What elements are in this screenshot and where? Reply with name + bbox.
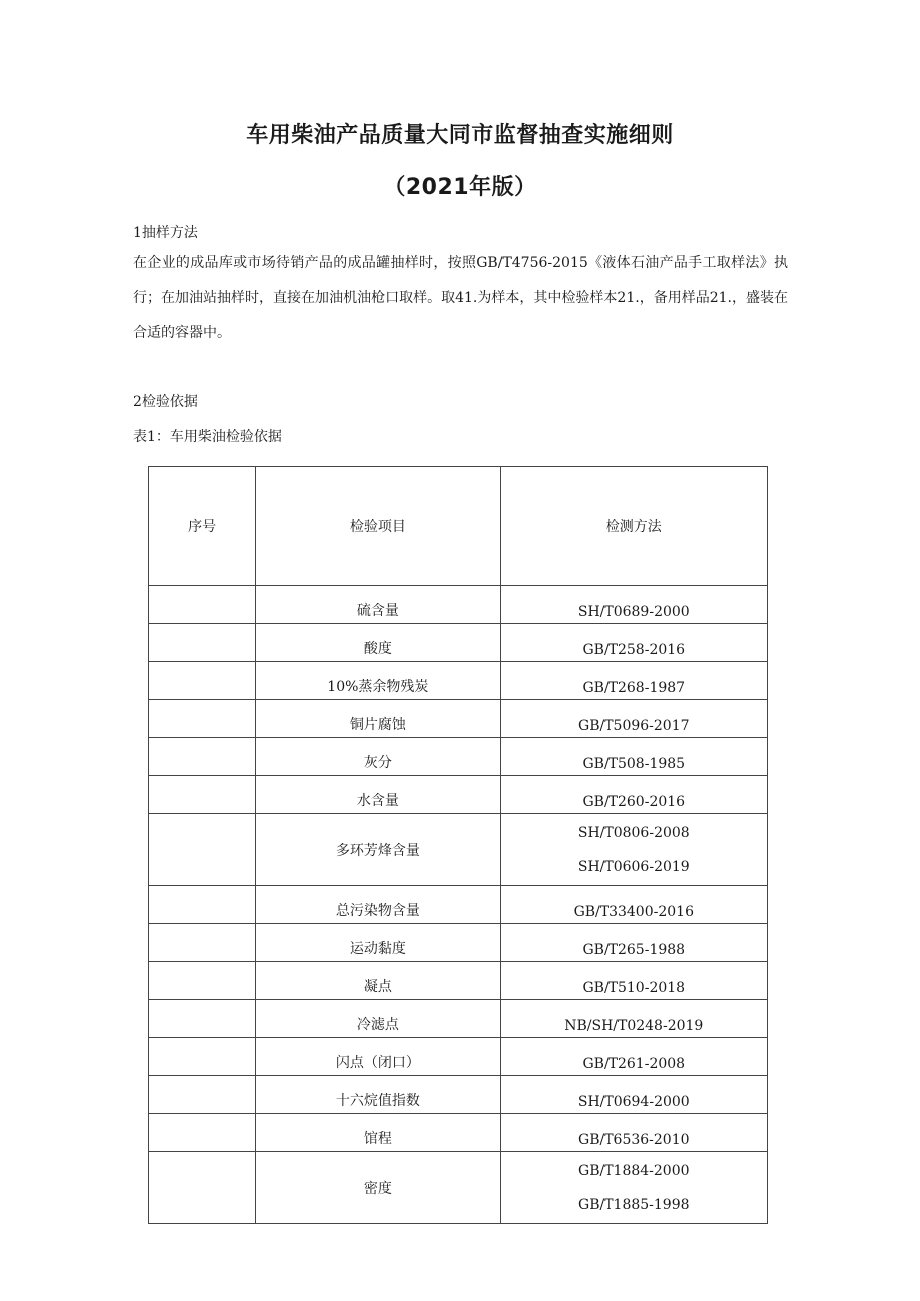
cell-seq	[149, 924, 256, 962]
cell-method: NB/SH/T0248-2019	[500, 1000, 767, 1038]
cell-item: 闪点（闭口）	[256, 1038, 500, 1076]
cell-seq	[149, 1000, 256, 1038]
table-caption: 表1：车用柴油检验依据	[133, 429, 282, 445]
table-row	[149, 624, 768, 662]
cell-method: GB/T268-1987	[500, 662, 767, 700]
inspection-table	[148, 466, 768, 1224]
section-heading-sampling: 1抽样方法	[133, 225, 198, 241]
header-method: 检测方法	[500, 467, 767, 586]
table-row	[149, 1038, 768, 1076]
cell-seq	[149, 814, 256, 886]
cell-seq	[149, 700, 256, 738]
method-line: GB/T1885-1998	[578, 1196, 690, 1213]
cell-method: GB/T508-1985	[500, 738, 767, 776]
method-line: SH/T0606-2019	[577, 858, 690, 875]
header-seq: 序号	[149, 467, 256, 586]
table-row	[149, 1000, 768, 1038]
cell-method: SH/T0694-2000	[500, 1076, 767, 1114]
cell-item: 总污染物含量	[256, 886, 500, 924]
section-body-sampling: 在企业的成品库或市场待销产品的成品罐抽样时，按照GB/T4756-2015《液体石油产品手工取样法》执行；在加油站抽样时，直接在加油机油枪口取样。取41.为样本，其中检验样本21.，备用样品21.，盛装在合适的容器中。	[133, 255, 788, 341]
cell-item: 酸度	[256, 624, 500, 662]
table-header-row	[149, 467, 768, 586]
table-row	[149, 814, 768, 886]
cell-item: 10%蒸余物残炭	[256, 662, 500, 700]
cell-item: 凝点	[256, 962, 500, 1000]
cell-seq	[149, 776, 256, 814]
cell-seq	[149, 962, 256, 1000]
table-row	[149, 886, 768, 924]
cell-item: 多环芳烽含量	[256, 814, 500, 886]
cell-seq	[149, 886, 256, 924]
cell-method: GB/T265-1988	[500, 924, 767, 962]
cell-method: GB/T510-2018	[500, 962, 767, 1000]
method-line: GB/T1884-2000	[578, 1162, 690, 1179]
cell-item: 密度	[256, 1152, 500, 1224]
cell-seq	[149, 1152, 256, 1224]
cell-method: GB/T6536-2010	[500, 1114, 767, 1152]
cell-item: 运动黏度	[256, 924, 500, 962]
table-body	[149, 586, 768, 1224]
cell-item: 十六烷值指数	[256, 1076, 500, 1114]
cell-seq	[149, 1038, 256, 1076]
cell-method: GB/T5096-2017	[500, 700, 767, 738]
cell-seq	[149, 1114, 256, 1152]
cell-seq	[149, 738, 256, 776]
cell-seq	[149, 662, 256, 700]
table-row	[149, 1114, 768, 1152]
cell-method: SH/T0689-2000	[500, 586, 767, 624]
table-row	[149, 962, 768, 1000]
cell-item: 铜片腐蚀	[256, 700, 500, 738]
cell-method: GB/T258-2016	[500, 624, 767, 662]
table-row	[149, 924, 768, 962]
section-heading-basis: 2检验依据	[133, 394, 198, 410]
cell-item: 硫含量	[256, 586, 500, 624]
document-subtitle: （2021年版）	[383, 175, 537, 200]
cell-method: GB/T260-2016	[500, 776, 767, 814]
cell-seq	[149, 586, 256, 624]
header-item: 检验项目	[256, 467, 500, 586]
table-row	[149, 1076, 768, 1114]
cell-item: 灰分	[256, 738, 500, 776]
cell-method: GB/T33400-2016	[500, 886, 767, 924]
cell-seq	[149, 1076, 256, 1114]
cell-method	[500, 814, 767, 886]
cell-method: GB/T261-2008	[500, 1038, 767, 1076]
method-line: SH/T0806-2008	[577, 824, 690, 841]
cell-item: 冷滤点	[256, 1000, 500, 1038]
table-row	[149, 662, 768, 700]
document-title: 车用柴油产品质量大同市监督抽查实施细则	[246, 123, 674, 148]
table-row	[149, 776, 768, 814]
cell-item: 馆程	[256, 1114, 500, 1152]
cell-method	[500, 1152, 767, 1224]
cell-item: 水含量	[256, 776, 500, 814]
table-row	[149, 700, 768, 738]
table-row	[149, 586, 768, 624]
table-row	[149, 738, 768, 776]
table-row	[149, 1152, 768, 1224]
cell-seq	[149, 624, 256, 662]
